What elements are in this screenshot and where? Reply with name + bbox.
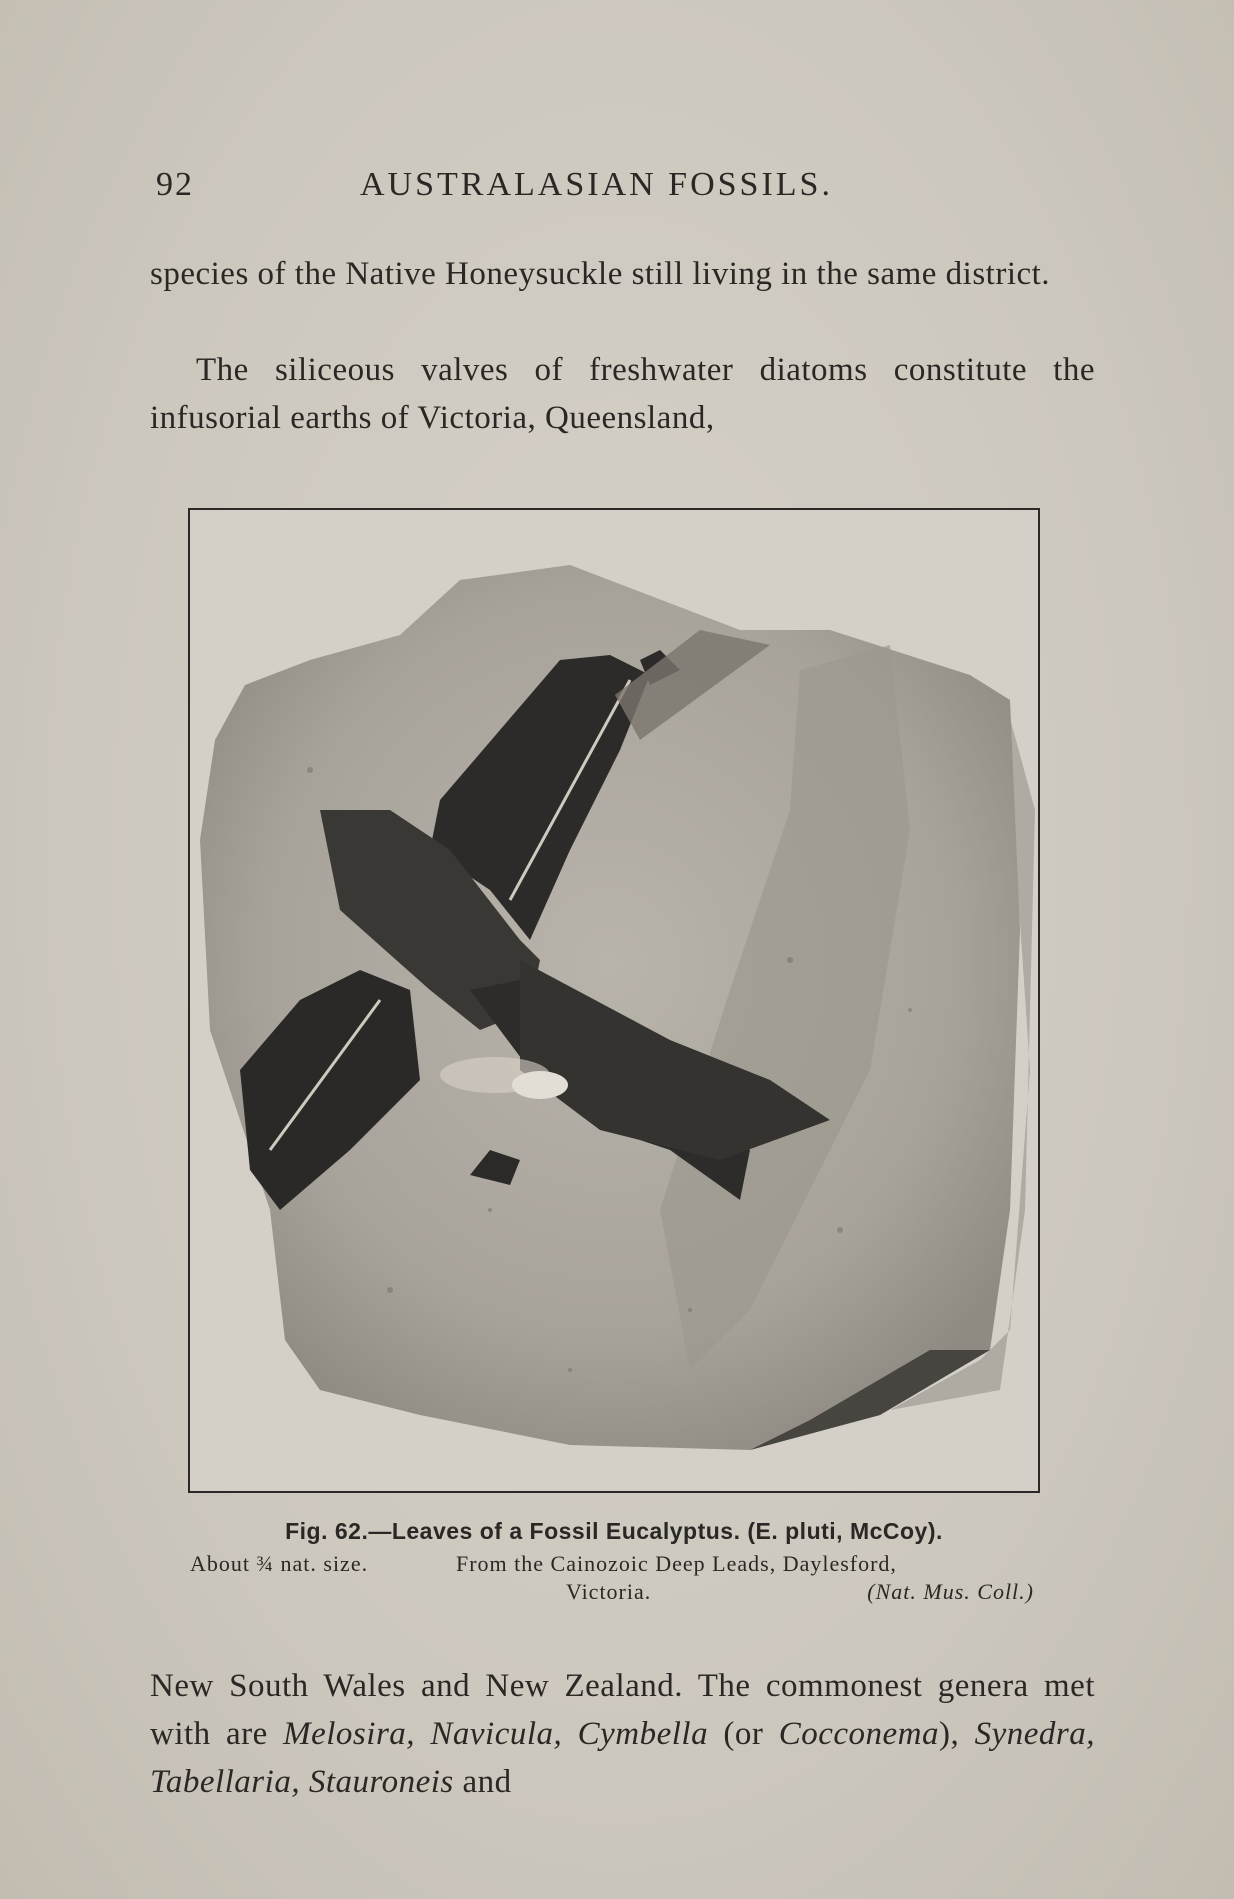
genus-cocconema: Cocconema: [778, 1716, 940, 1752]
figure-size-note: About ¾ nat. size.: [190, 1551, 369, 1576]
paragraph-3-mid-2: ),: [939, 1716, 975, 1752]
paragraph-3-mid-1: (or: [708, 1716, 779, 1752]
figure-source: From the Cainozoic Deep Leads, Daylesford,: [456, 1551, 897, 1576]
paragraph-3: [150, 1662, 1095, 1806]
page-number: 92: [156, 166, 194, 203]
running-head: AUSTRALASIAN FOSSILS.: [360, 166, 833, 203]
genus-list-2: Synedra, Tabellaria, Stauroneis: [150, 1716, 1095, 1800]
paragraph-3-end: and: [453, 1764, 512, 1800]
figure-collection: (Nat. Mus. Coll.): [867, 1579, 1034, 1604]
paragraph-3-start: New South Wales and New Zealand. The commonest genera met with are: [150, 1668, 1095, 1752]
fossil-figure: [188, 508, 1040, 1493]
figure-caption-line-1: [188, 1551, 1040, 1579]
figure-caption-line-2: [188, 1579, 1040, 1607]
fossil-leaves-photo: [190, 510, 1038, 1491]
genus-list-1: Melosira, Navicula, Cymbella: [283, 1716, 709, 1752]
paragraph-2: The siliceous valves of freshwater diatoms constitute the infusorial earths of Victoria, Queensland,: [150, 352, 1095, 436]
figure-title: Fig. 62.—Leaves of a Fossil Eucalyptus. (E. pluti, McCoy).: [285, 1518, 943, 1544]
figure-caption: [188, 1518, 1040, 1607]
figure-place: Victoria.: [566, 1579, 652, 1604]
page-header: [150, 160, 1100, 210]
paragraph-1: species of the Native Honeysuckle still living in the same district.: [150, 256, 1051, 292]
